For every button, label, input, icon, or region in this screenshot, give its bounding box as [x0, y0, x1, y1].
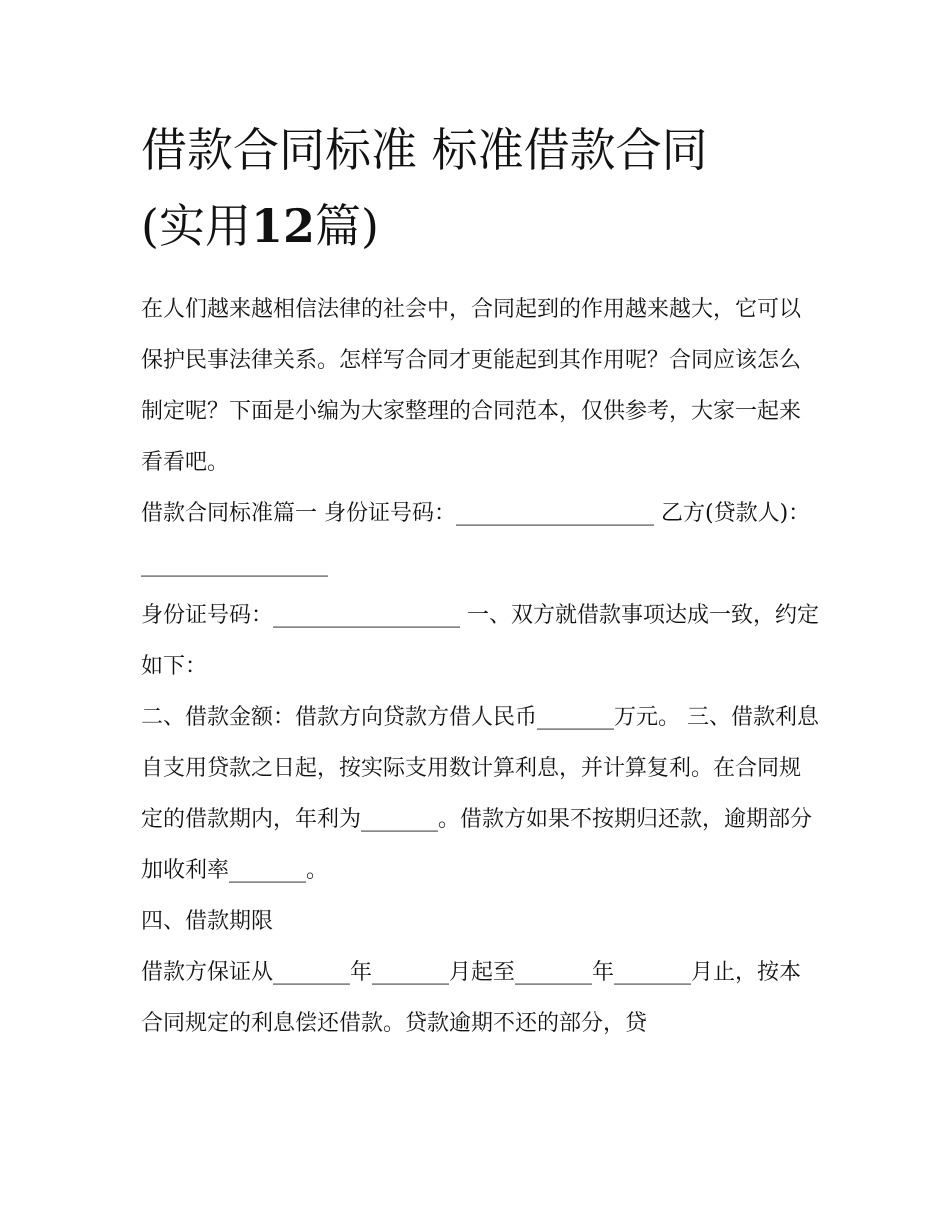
- document-body: [141, 284, 821, 1049]
- intro-paragraph: 在人们越来越相信法律的社会中，合同起到的作用越来越大，它可以保护民事法律关系。怎样写合同才更能起到其作用呢？合同应该怎么制定呢？下面是小编为大家整理的合同范本，仅供参考，大家一起来看看吧。: [141, 297, 802, 475]
- repayment-paragraph: 借款方保证从_______年_______月起至_______年_______月止，按本合同规定的利息偿还借款。贷款逾期不还的部分，贷: [141, 960, 802, 1036]
- contract-parties-paragraph: 借款合同标准篇一 身份证号码：__________________ 乙方(贷款人)：_________________: [141, 501, 811, 577]
- title-line-1: 借款合同标准 标准借款合同: [141, 123, 708, 177]
- document-content: [141, 112, 821, 1049]
- loan-amount-paragraph: 二、借款金额：借款方向贷款方借人民币_______万元。 三、借款利息: [141, 705, 819, 730]
- title-line-2-suffix: 篇): [314, 199, 379, 253]
- id-number-paragraph: 身份证号码：_________________ 一、双方就借款事项达成一致，约定如下：: [141, 603, 819, 679]
- interest-paragraph: 自支用贷款之日起，按实际支用数计算利息，并计算复利。在合同规定的借款期内，年利为_______。借款方如果不按期归还款，逾期部分加收利率_______。: [141, 756, 813, 883]
- title-line-2-prefix: (实用: [141, 199, 251, 253]
- title-line-2-number: 12: [250, 199, 315, 253]
- document-title: [141, 112, 821, 264]
- loan-term-heading: 四、借款期限: [141, 909, 274, 934]
